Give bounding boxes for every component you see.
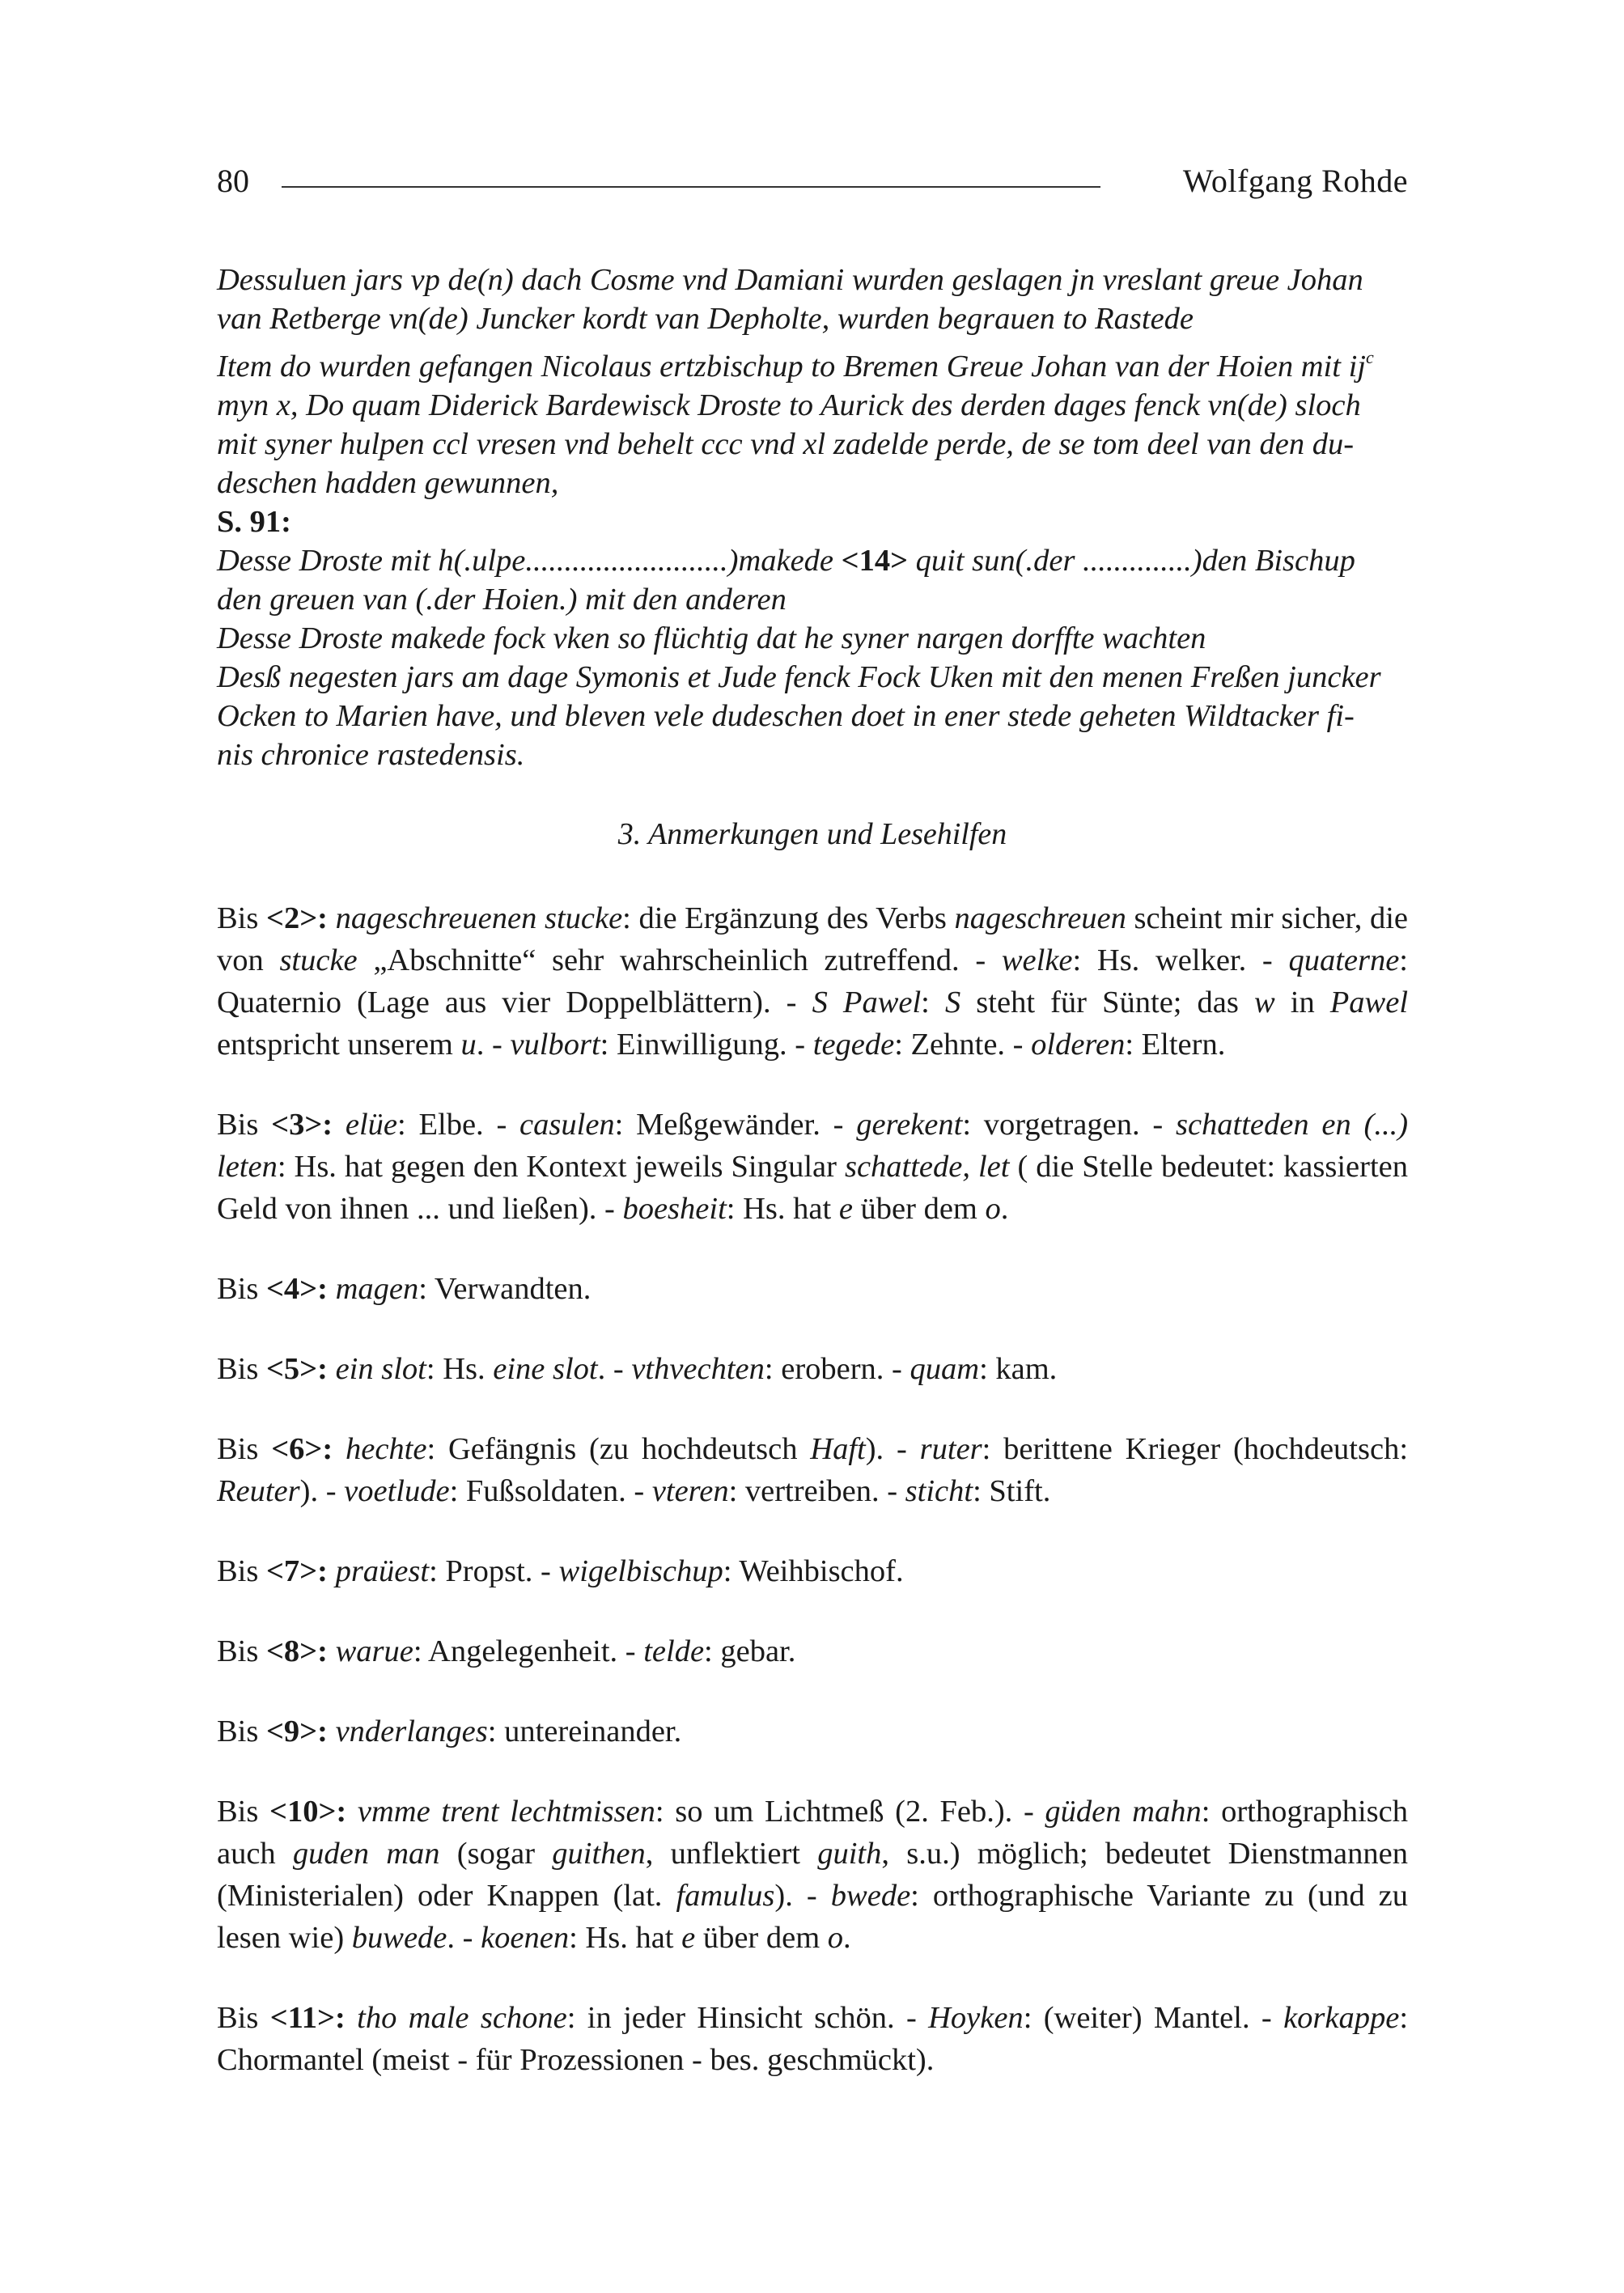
note-term: boesheit	[622, 1192, 727, 1226]
note-text: . -	[597, 1352, 632, 1386]
note-label: <6>	[271, 1432, 323, 1466]
note-text: : berittene Krieger (hochdeutsch:	[982, 1432, 1409, 1466]
source-text-block	[217, 261, 1408, 774]
note-item	[217, 1710, 1408, 1753]
note-term: e	[681, 1921, 696, 1955]
source-line: Desse Droste makede fock vken so flüchtig dat he syner nargen dorffte wachten	[217, 621, 1206, 655]
note-item	[217, 897, 1408, 1066]
note-term: vulbort	[510, 1028, 600, 1062]
note-term: vteren	[651, 1474, 729, 1508]
note-text: : Elbe. -	[397, 1108, 520, 1142]
note-text: :	[921, 985, 945, 1019]
note-text: : Hs. hat gegen den Kontext jeweils Singular	[277, 1150, 845, 1184]
note-label: <5>	[265, 1352, 318, 1386]
note-prefix: Bis	[217, 1108, 272, 1142]
note-term: elüe	[345, 1108, 398, 1142]
note-text: : Angelegenheit. -	[413, 1634, 644, 1668]
note-text: : kam.	[979, 1352, 1058, 1386]
note-item	[217, 1997, 1408, 2081]
source-line: van Retberge vn(de) Juncker kordt van Depholte, wurden begrauen to Rastede	[217, 302, 1194, 336]
note-prefix: Bis	[217, 1634, 266, 1668]
source-line: Dessuluen jars vp de(n) dach Cosme vnd Damiani wurden geslagen jn vreslant greue Johan	[217, 263, 1363, 297]
note-term: quam	[910, 1352, 980, 1386]
notes-list	[217, 897, 1408, 2081]
note-text: : gebar.	[704, 1634, 796, 1668]
note-text: : Meßgewänder. -	[614, 1108, 857, 1142]
superscript: c	[1365, 347, 1374, 367]
note-text: :	[317, 1272, 328, 1306]
note-term: hechte	[345, 1432, 427, 1466]
note-text: „Abschnitte“ sehr wahrscheinlich zutreffend. -	[357, 943, 1002, 977]
note-label: <9>	[265, 1714, 318, 1748]
note-label: <10>	[269, 1795, 337, 1829]
note-text: :	[336, 1795, 347, 1829]
note-term: welke	[1001, 943, 1073, 977]
note-text: : orthographisch auch	[217, 1795, 1409, 1871]
source-line: Ocken to Marien have, und bleven vele dudeschen doet in ener stede geheten Wildtacker fi-	[217, 699, 1355, 733]
source-line: mit syner hulpen ccl vresen vnd behelt ccc vnd xl zadelde perde, de se tom deel van den du-	[217, 427, 1355, 461]
note-term: sticht	[905, 1474, 973, 1508]
note-term: u	[460, 1028, 477, 1062]
note-text: ). -	[299, 1474, 345, 1508]
note-text: : (weiter) Mantel. -	[1023, 2001, 1284, 2035]
note-text: : Weihbischof.	[723, 1554, 904, 1588]
note-text: : untereinander.	[487, 1714, 682, 1748]
note-text: (sogar	[439, 1837, 553, 1871]
source-line-text: quit sun(.der ..............)den Bischup	[908, 544, 1355, 578]
note-text: , s.u.) möglich; bedeutet Dienstmannen (Ministerialen) oder Knappen (lat.	[217, 1837, 1408, 1913]
note-term: w	[1253, 985, 1275, 1019]
note-text: , unflektiert	[645, 1837, 818, 1871]
note-prefix: Bis	[217, 1432, 272, 1466]
note-term: S	[944, 985, 961, 1019]
page-reference-label: S. 91:	[217, 505, 291, 539]
note-text: : in jeder Hinsicht schön. -	[566, 2001, 929, 2035]
note-term: S Pawel	[812, 985, 922, 1019]
note-term: korkappe	[1283, 2001, 1400, 2035]
note-term: o	[827, 1921, 844, 1955]
note-text: :	[317, 1634, 328, 1668]
note-text: : die Ergänzung des Verbs	[622, 901, 955, 935]
note-text: :	[334, 2001, 346, 2035]
note-text: : orthographische Variante zu (und zu lesen wie)	[217, 1879, 1408, 1955]
note-item	[217, 1348, 1408, 1390]
running-head-author: Wolfgang Rohde	[1182, 163, 1408, 199]
note-term: o	[985, 1192, 1001, 1226]
note-term: tegede	[812, 1028, 895, 1062]
note-text: : Gefängnis (zu hochdeutsch	[426, 1432, 811, 1466]
source-line	[217, 338, 1408, 386]
note-term: tho male schone	[357, 2001, 567, 2035]
note-text: . -	[476, 1028, 511, 1062]
note-term: vnderlanges	[335, 1714, 488, 1748]
note-term: praüest	[335, 1554, 430, 1588]
source-line	[217, 541, 1408, 580]
note-term: wigelbischup	[558, 1554, 723, 1588]
note-prefix: Bis	[217, 901, 266, 935]
note-text: : Einwilligung. -	[600, 1028, 813, 1062]
note-text: : Hs.	[426, 1352, 494, 1386]
note-text: .	[843, 1921, 851, 1955]
source-line-text: Desse Droste mit h(.ulpe..........................)makede	[217, 544, 842, 578]
note-term: guithen	[552, 1837, 646, 1871]
note-text: : Hs. hat	[726, 1192, 839, 1226]
note-item	[217, 1268, 1408, 1310]
note-term: magen	[335, 1272, 419, 1306]
note-text: über dem	[695, 1921, 828, 1955]
note-term: Hoyken	[928, 2001, 1024, 2035]
note-term: bwede	[830, 1879, 911, 1913]
note-text: : Fußsoldaten. -	[449, 1474, 652, 1508]
note-term: telde	[643, 1634, 705, 1668]
note-prefix: Bis	[217, 1272, 266, 1306]
note-term: voetlude	[344, 1474, 450, 1508]
note-text: : Propst. -	[429, 1554, 559, 1588]
note-term: ruter	[919, 1432, 982, 1466]
note-prefix: Bis	[217, 1795, 270, 1829]
note-label: <4>	[265, 1272, 318, 1306]
note-term: güden mahn	[1045, 1795, 1202, 1829]
source-line: Desß negesten jars am dage Symonis et Jude fenck Fock Uken mit den menen Freßen juncker	[217, 660, 1381, 694]
note-text: : vorgetragen. -	[962, 1108, 1176, 1142]
note-label: <2>	[266, 901, 318, 935]
note-term: schatteden en (...) leten	[217, 1108, 1409, 1184]
note-term: olderen	[1031, 1028, 1126, 1062]
note-term: vthvechten	[631, 1352, 765, 1386]
note-text: :	[317, 901, 328, 935]
note-term: guith	[817, 1837, 882, 1871]
note-text: ). -	[774, 1879, 831, 1913]
note-text: scheint mir sicher, die von	[217, 901, 1408, 977]
note-term: Reuter	[217, 1474, 300, 1508]
note-term: schattede, let	[844, 1150, 1010, 1184]
note-term: Haft	[810, 1432, 866, 1466]
note-item	[217, 1104, 1408, 1230]
section-marker: <14>	[841, 544, 909, 578]
note-term: Pawel	[1329, 985, 1409, 1019]
note-text: in	[1274, 985, 1330, 1019]
note-prefix: Bis	[217, 1714, 266, 1748]
note-text: : Zehnte. -	[894, 1028, 1032, 1062]
note-text: ( die Stelle bedeutet: kassierten Geld von ihnen ... und ließen). -	[217, 1150, 1408, 1226]
note-label: <8>	[265, 1634, 318, 1668]
note-item	[217, 1630, 1408, 1672]
note-text: :	[317, 1554, 328, 1588]
note-text: steht für Sünte; das	[960, 985, 1254, 1019]
note-text: : Eltern.	[1125, 1028, 1226, 1062]
header-rule	[282, 186, 1100, 188]
note-term: eine slot	[493, 1352, 598, 1386]
source-line: deschen hadden gewunnen,	[217, 466, 559, 500]
section-title: 3. Anmerkungen und Lesehilfen	[617, 817, 1007, 851]
note-text: : vertreiben. -	[728, 1474, 905, 1508]
note-prefix: Bis	[217, 1554, 266, 1588]
note-term: e	[838, 1192, 853, 1226]
note-text: .	[1000, 1192, 1009, 1226]
note-term: guden man	[292, 1837, 440, 1871]
note-term: gerekent	[856, 1108, 963, 1142]
note-item	[217, 1791, 1408, 1959]
note-term: vmme trent lechtmissen	[357, 1795, 655, 1829]
note-term: nageschreuenen stucke	[335, 901, 623, 935]
note-text: :	[317, 1352, 328, 1386]
note-item	[217, 1428, 1408, 1512]
note-label: <7>	[265, 1554, 318, 1588]
note-label: <3>	[271, 1108, 323, 1142]
note-text: :	[317, 1714, 328, 1748]
note-term: nageschreuen	[954, 901, 1126, 935]
page-number: 80	[217, 163, 249, 199]
note-text: : so um Lichtmeß (2. Feb.). -	[655, 1795, 1045, 1829]
source-line: nis chronice rastedensis.	[217, 738, 525, 772]
note-text: :	[322, 1432, 333, 1466]
note-text: : Quaternio (Lage aus vier Doppelblättern). -	[217, 943, 1408, 1019]
note-term: buwede	[351, 1921, 447, 1955]
source-line: den greuen van (.der Hoien.) mit den anderen	[217, 583, 787, 617]
note-term: koenen	[481, 1921, 570, 1955]
note-text: über dem	[852, 1192, 986, 1226]
page	[217, 154, 1408, 2119]
note-text: : Hs. welker. -	[1072, 943, 1289, 977]
note-text: : erobern. -	[764, 1352, 910, 1386]
note-prefix: Bis	[217, 1352, 266, 1386]
note-text: ). -	[865, 1432, 920, 1466]
note-text: entspricht unserem	[217, 1028, 461, 1062]
source-line-text: Item do wurden gefangen Nicolaus ertzbischup to Bremen Greue Johan van der Hoien mit ij	[217, 350, 1366, 384]
note-text: . -	[447, 1921, 481, 1955]
note-text: : Hs. hat	[569, 1921, 682, 1955]
note-label: <11>	[269, 2001, 335, 2035]
note-text: :	[322, 1108, 333, 1142]
source-line: myn x, Do quam Diderick Bardewisck Droste to Aurick des derden dages fenck vn(de) sloch	[217, 388, 1361, 422]
note-prefix: Bis	[217, 2001, 270, 2035]
note-text: : Verwandten.	[418, 1272, 592, 1306]
note-text: : Chormantel (meist - für Prozessionen - bes. geschmückt).	[217, 2001, 1409, 2077]
running-header	[217, 154, 1408, 218]
note-term: warue	[335, 1634, 413, 1668]
note-term: casulen	[519, 1108, 615, 1142]
note-term: famulus	[676, 1879, 775, 1913]
note-text: : Stift.	[973, 1474, 1051, 1508]
note-term: quaterne	[1288, 943, 1400, 977]
note-item	[217, 1550, 1408, 1592]
note-term: ein slot	[335, 1352, 426, 1386]
note-term: stucke	[279, 943, 358, 977]
